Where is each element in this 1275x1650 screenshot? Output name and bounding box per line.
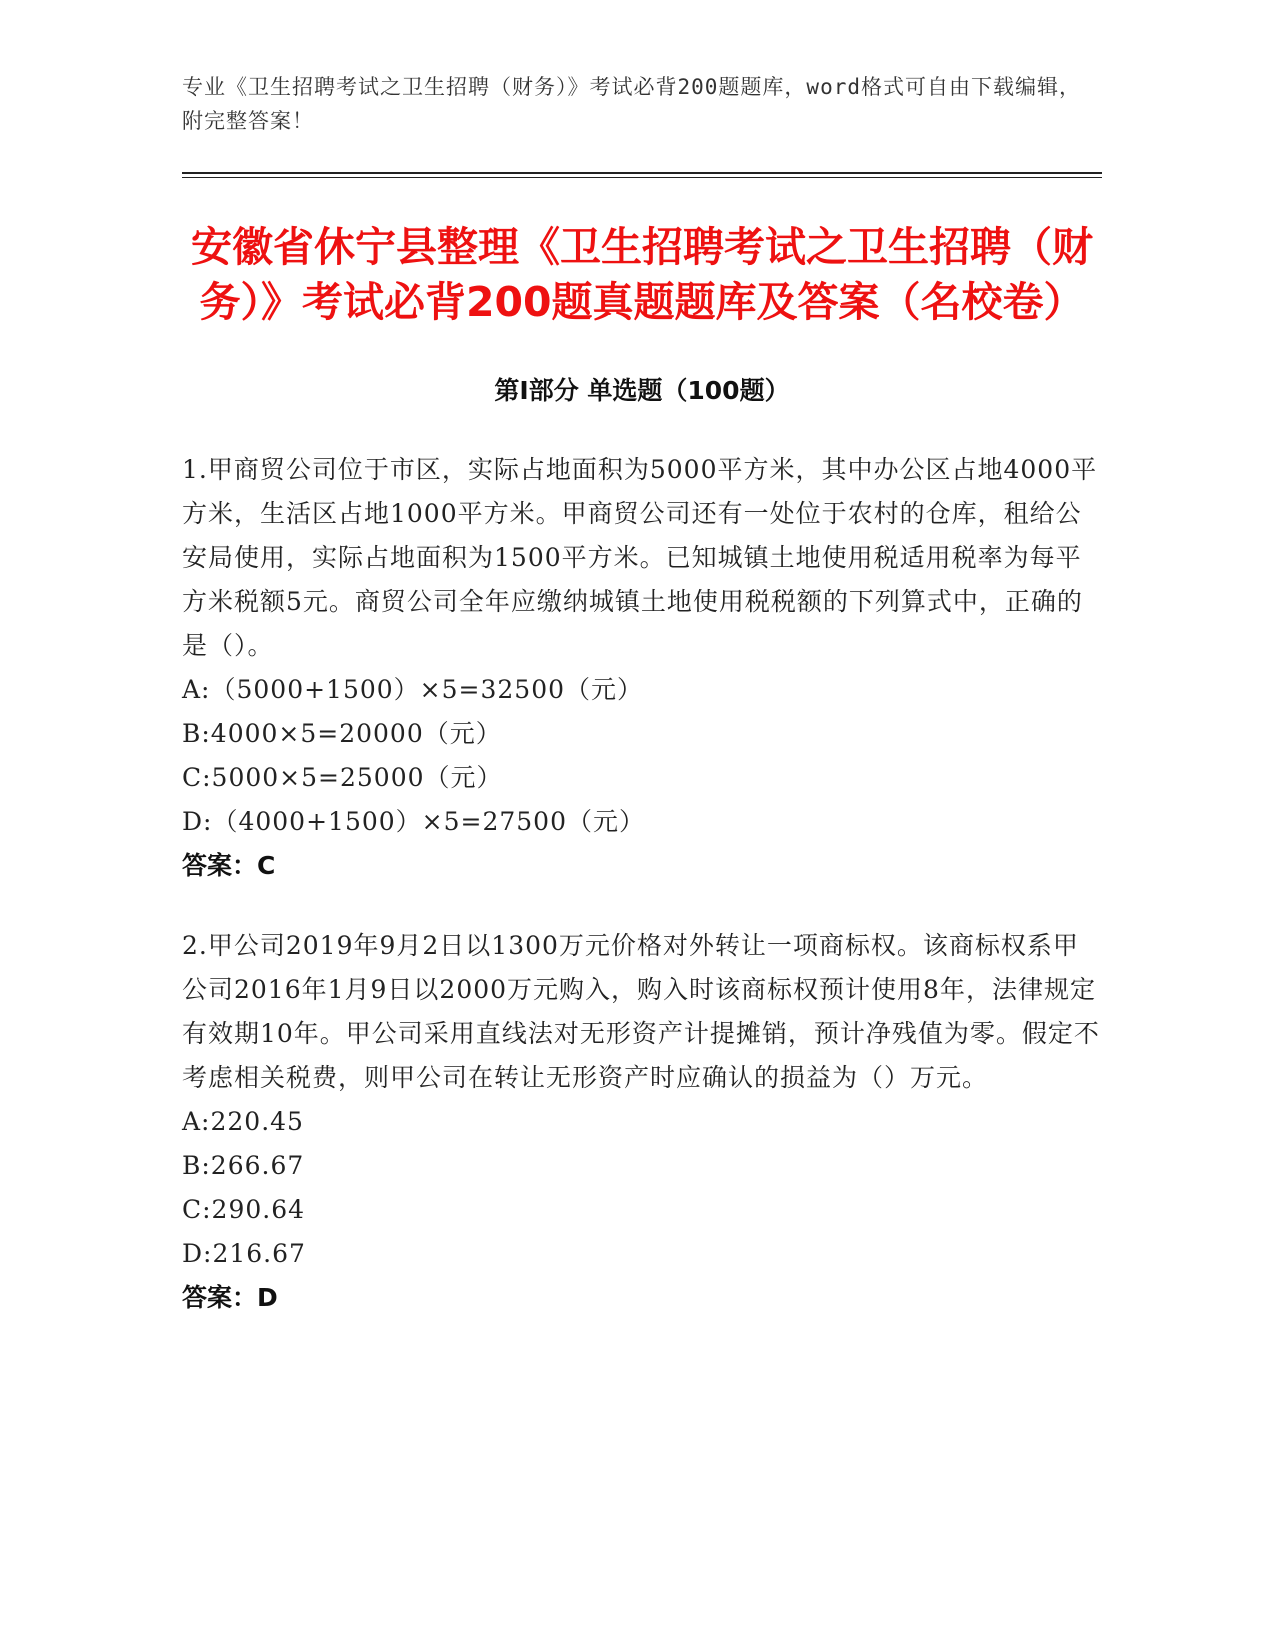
header-divider <box>182 172 1102 178</box>
question-stem: 1.甲商贸公司位于市区，实际占地面积为5000平方米，其中办公区占地4000平方米，生活区占地1000平方米。甲商贸公司还有一处位于农村的仓库，租给公安局使用，实际占地面积为1500平方米。已知城镇土地使用税适用税率为每平方米税额5元。商贸公司全年应缴纳城镇土地使用税税额的下列算式中，正确的是（）。 <box>182 455 1098 660</box>
option-a: A:220.45 <box>182 1107 304 1136</box>
question-item <box>182 448 1102 888</box>
section-title: 第I部分 单选题（100题） <box>494 376 790 405</box>
question-item <box>182 924 1102 1320</box>
option-c: C:290.64 <box>182 1195 306 1224</box>
question-list <box>182 448 1102 1320</box>
option-c: C:5000×5=25000（元） <box>182 763 503 792</box>
option-a: A:（5000+1500）×5=32500（元） <box>182 675 643 704</box>
option-d: D:216.67 <box>182 1239 306 1268</box>
answer-line: 答案：D <box>182 1283 278 1312</box>
question-stem: 2.甲公司2019年9月2日以1300万元价格对外转让一项商标权。该商标权系甲公司2016年1月9日以2000万元购入，购入时该商标权预计使用8年，法律规定有效期10年。甲公司采用直线法对无形资产计提摊销，预计净残值为零。假定不考虑相关税费，则甲公司在转让无形资产时应确认的损益为（）万元。 <box>182 931 1100 1092</box>
header-note: 专业《卫生招聘考试之卫生招聘（财务）》考试必背200题题库，word格式可自由下载编辑，附完整答案！ <box>182 75 1081 133</box>
document-title: 安徽省休宁县整理《卫生招聘考试之卫生招聘（财务）》考试必背200题真题题库及答案（名校卷） <box>191 223 1093 326</box>
divider-thin-line <box>182 177 1102 178</box>
option-d: D:（4000+1500）×5=27500（元） <box>182 807 645 836</box>
option-b: B:4000×5=20000（元） <box>182 719 502 748</box>
answer-line: 答案：C <box>182 851 276 880</box>
document-page <box>182 70 1102 1356</box>
option-b: B:266.67 <box>182 1151 305 1180</box>
